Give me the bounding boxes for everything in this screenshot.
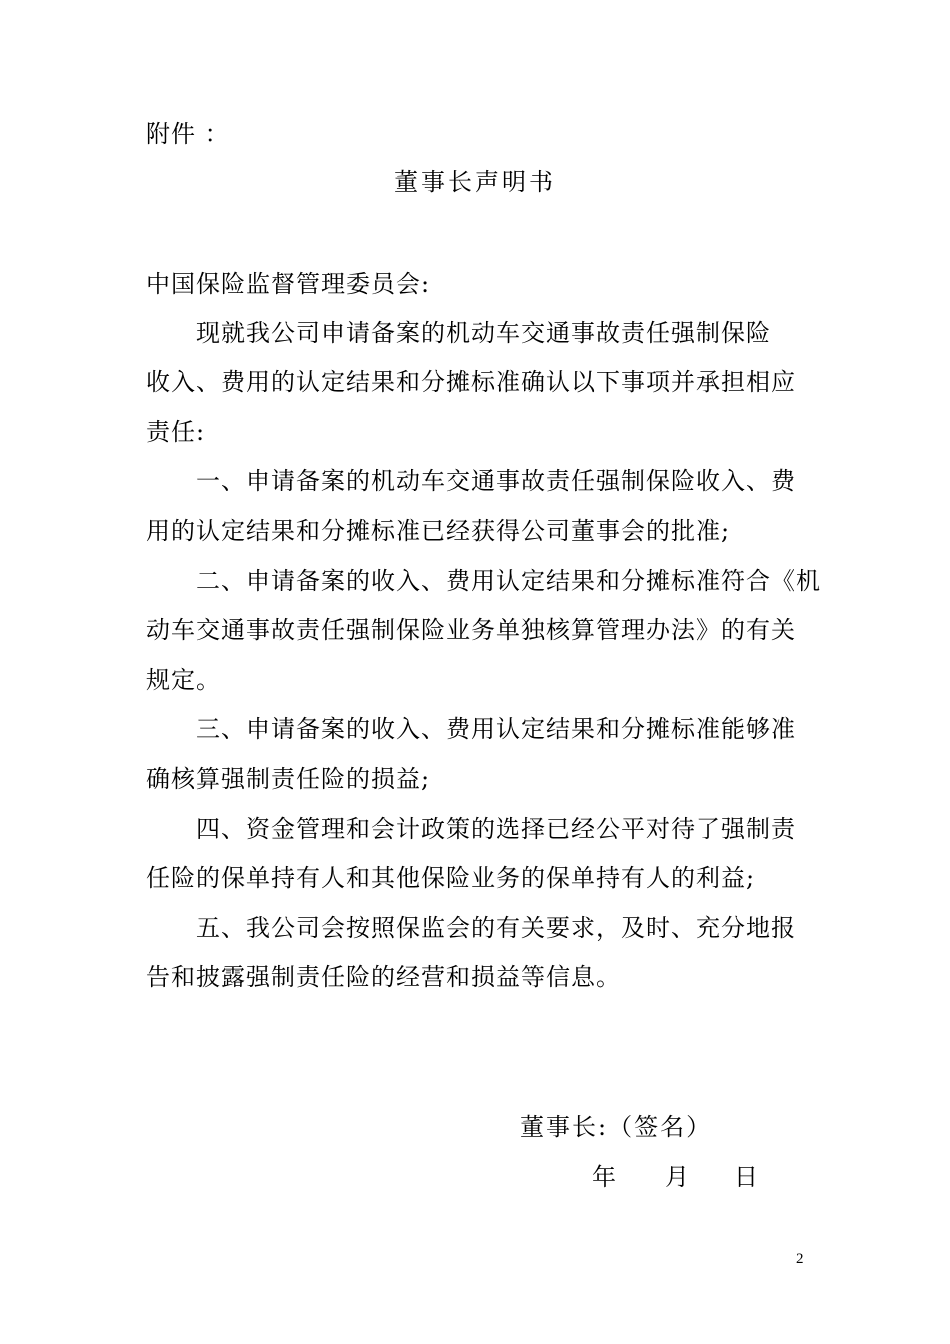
item-four-line: 四、资金管理和会计政策的选择已经公平对待了强制责 — [196, 815, 796, 843]
item-three-line: 确核算强制责任险的损益; — [146, 765, 431, 793]
item-three-line: 三、申请备案的收入、费用认定结果和分摊标准能够准 — [196, 715, 796, 743]
intro-line: 收入、费用的认定结果和分摊标准确认以下事项并承担相应 — [146, 368, 796, 396]
addressee: 中国保险监督管理委员会: — [146, 270, 431, 298]
item-five-line: 告和披露强制责任险的经营和损益等信息。 — [146, 963, 621, 991]
item-one-line: 用的认定结果和分摊标准已经获得公司董事会的批准; — [146, 517, 731, 545]
item-two-line: 规定。 — [146, 666, 221, 694]
date-day: 日 — [734, 1163, 758, 1191]
item-two-line: 动车交通事故责任强制保险业务单独核算管理办法》的有关 — [146, 616, 796, 644]
page-number: 2 — [796, 1251, 804, 1267]
attachment-label: 附件 ： — [146, 120, 230, 148]
item-one-line: 一、申请备案的机动车交通事故责任强制保险收入、费 — [196, 467, 796, 495]
date-month: 月 — [665, 1163, 689, 1191]
item-four-line: 任险的保单持有人和其他保险业务的保单持有人的利益; — [146, 864, 756, 892]
item-five-line: 五、我公司会按照保监会的有关要求，及时、充分地报 — [196, 914, 796, 942]
intro-line: 责任: — [146, 418, 206, 446]
item-two-line: 二、申请备案的收入、费用认定结果和分摊标准符合《机 — [196, 567, 821, 595]
document-title: 董事长声明书 — [394, 168, 556, 196]
date-year: 年 — [592, 1163, 616, 1191]
intro-line: 现就我公司申请备案的机动车交通事故责任强制保险 — [196, 319, 771, 347]
signature-label: 董事长:（签名） — [520, 1113, 713, 1141]
